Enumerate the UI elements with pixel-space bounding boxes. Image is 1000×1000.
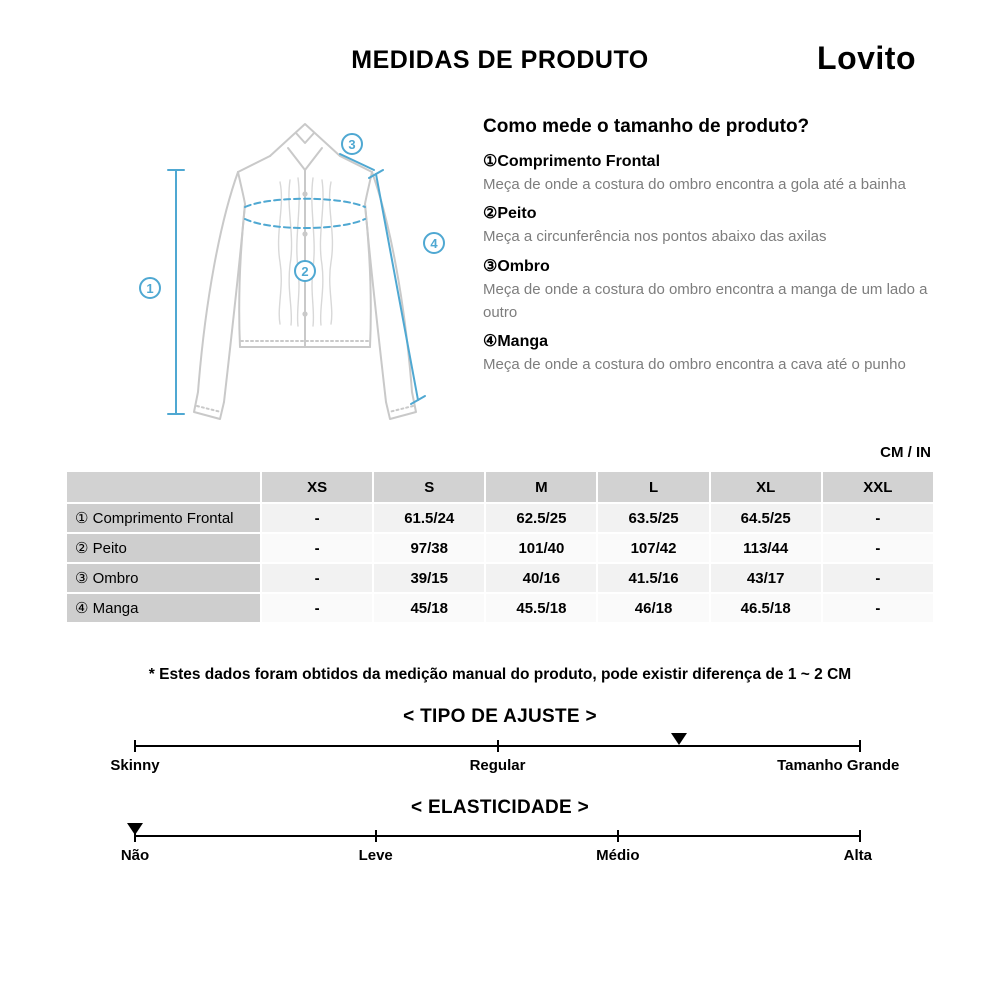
fit-scale-title: < TIPO DE AJUSTE >	[403, 706, 597, 727]
table-cell: -	[261, 563, 373, 593]
measure-number: ①	[483, 153, 498, 170]
table-header-s: S	[373, 471, 485, 503]
size-table	[65, 470, 935, 624]
measure-label	[483, 203, 935, 223]
measure-1-marker: 1	[139, 277, 161, 299]
elasticity-scale-title: < ELASTICIDADE >	[411, 797, 589, 818]
elasticity-scale-track	[135, 835, 860, 837]
table-cell: 63.5/25	[597, 503, 709, 533]
fit-scale-labels	[110, 757, 900, 775]
table-cell: 97/38	[373, 533, 485, 563]
table-cell: -	[261, 503, 373, 533]
unit-label: CM / IN	[880, 444, 931, 461]
table-cell: -	[261, 533, 373, 563]
table-cell: 62.5/25	[485, 503, 597, 533]
table-cell: 113/44	[710, 533, 822, 563]
row-label: ④ Manga	[66, 593, 261, 623]
table-row	[66, 503, 934, 533]
tick-mark	[497, 740, 499, 752]
measure-4-marker: 4	[423, 232, 445, 254]
measure-item-front-length	[483, 151, 935, 196]
elasticity-scale-labels	[120, 847, 872, 865]
measure-description: Meça a circunferência nos pontos abaixo das axilas	[483, 228, 827, 246]
elasticity-label-high: Alta	[843, 847, 872, 864]
table-cell: -	[822, 533, 934, 563]
table-cell: 40/16	[485, 563, 597, 593]
table-cell: 39/15	[373, 563, 485, 593]
measure-2-marker: 2	[294, 260, 316, 282]
table-cell: -	[261, 593, 373, 623]
elasticity-marker-triangle	[127, 823, 143, 835]
table-row	[66, 563, 934, 593]
tick-mark	[134, 740, 136, 752]
row-label: ② Peito	[66, 533, 261, 563]
table-header-xxl: XXL	[822, 471, 934, 503]
measure-3-marker: 3	[341, 133, 363, 155]
fit-label-oversize: Tamanho Grande	[777, 757, 900, 774]
elasticity-label-light: Leve	[358, 847, 393, 864]
row-label: ③ Ombro	[66, 563, 261, 593]
fit-scale-track	[135, 745, 860, 747]
measure-guide	[483, 116, 935, 380]
fit-label-skinny: Skinny	[110, 757, 160, 774]
measure-number: ②	[483, 205, 498, 223]
tick-mark	[859, 740, 861, 752]
table-cell: 101/40	[485, 533, 597, 563]
table-header-empty	[66, 471, 261, 503]
measure-name: Comprimento Frontal	[497, 153, 661, 170]
table-header-xl: XL	[710, 471, 822, 503]
tick-mark	[617, 830, 619, 842]
tick-mark	[375, 830, 377, 842]
table-cell: 43/17	[710, 563, 822, 593]
elasticity-label-none: Não	[120, 847, 150, 864]
table-cell: 45/18	[373, 593, 485, 623]
table-cell: 45.5/18	[485, 593, 597, 623]
measure-number: ③	[483, 257, 498, 275]
table-cell: 41.5/16	[597, 563, 709, 593]
measure-label	[483, 256, 935, 276]
table-row	[66, 533, 934, 563]
fit-marker-triangle	[671, 733, 687, 745]
table-cell: 61.5/24	[373, 503, 485, 533]
measure-item-sleeve	[483, 331, 935, 376]
measure-item-chest	[483, 203, 935, 248]
table-cell: 107/42	[597, 533, 709, 563]
table-cell: -	[822, 503, 934, 533]
measurement-lines	[168, 154, 425, 414]
garment-diagram	[146, 112, 470, 432]
measure-description: Meça de onde a costura do ombro encontra a manga de um lado a outro	[483, 280, 928, 321]
table-header-xs: XS	[261, 471, 373, 503]
table-row	[66, 593, 934, 623]
measurement-note: * Estes dados foram obtidos da medição manual do produto, pode existir diferença de 1 ~ 2 CM	[148, 666, 852, 683]
measure-name: Manga	[497, 333, 549, 350]
page-title: MEDIDAS DE PRODUTO	[351, 46, 649, 74]
shoulder-line	[340, 154, 374, 170]
measure-name: Peito	[497, 205, 537, 223]
measure-item-shoulder	[483, 256, 935, 325]
table-cell: -	[822, 593, 934, 623]
brand-logo: Lovito	[817, 40, 916, 76]
table-header-m: M	[485, 471, 597, 503]
measure-label	[483, 151, 935, 171]
table-header-row	[66, 471, 934, 503]
row-label: ① Comprimento Frontal	[66, 503, 261, 533]
table-cell: 46/18	[597, 593, 709, 623]
measure-description: Meça de onde a costura do ombro encontra a gola até a bainha	[483, 176, 906, 193]
measure-description: Meça de onde a costura do ombro encontra a cava até o punho	[483, 356, 906, 373]
tick-mark	[859, 830, 861, 842]
table-cell: 64.5/25	[710, 503, 822, 533]
table-header-l: L	[597, 471, 709, 503]
measure-label	[483, 331, 935, 351]
table-cell: -	[822, 563, 934, 593]
guide-heading: Como mede o tamanho de produto?	[483, 116, 810, 137]
measure-number: ④	[483, 333, 498, 350]
table-cell: 46.5/18	[710, 593, 822, 623]
fit-label-regular: Regular	[469, 757, 526, 774]
elasticity-label-medium: Médio	[596, 847, 640, 864]
measure-name: Ombro	[497, 257, 550, 275]
